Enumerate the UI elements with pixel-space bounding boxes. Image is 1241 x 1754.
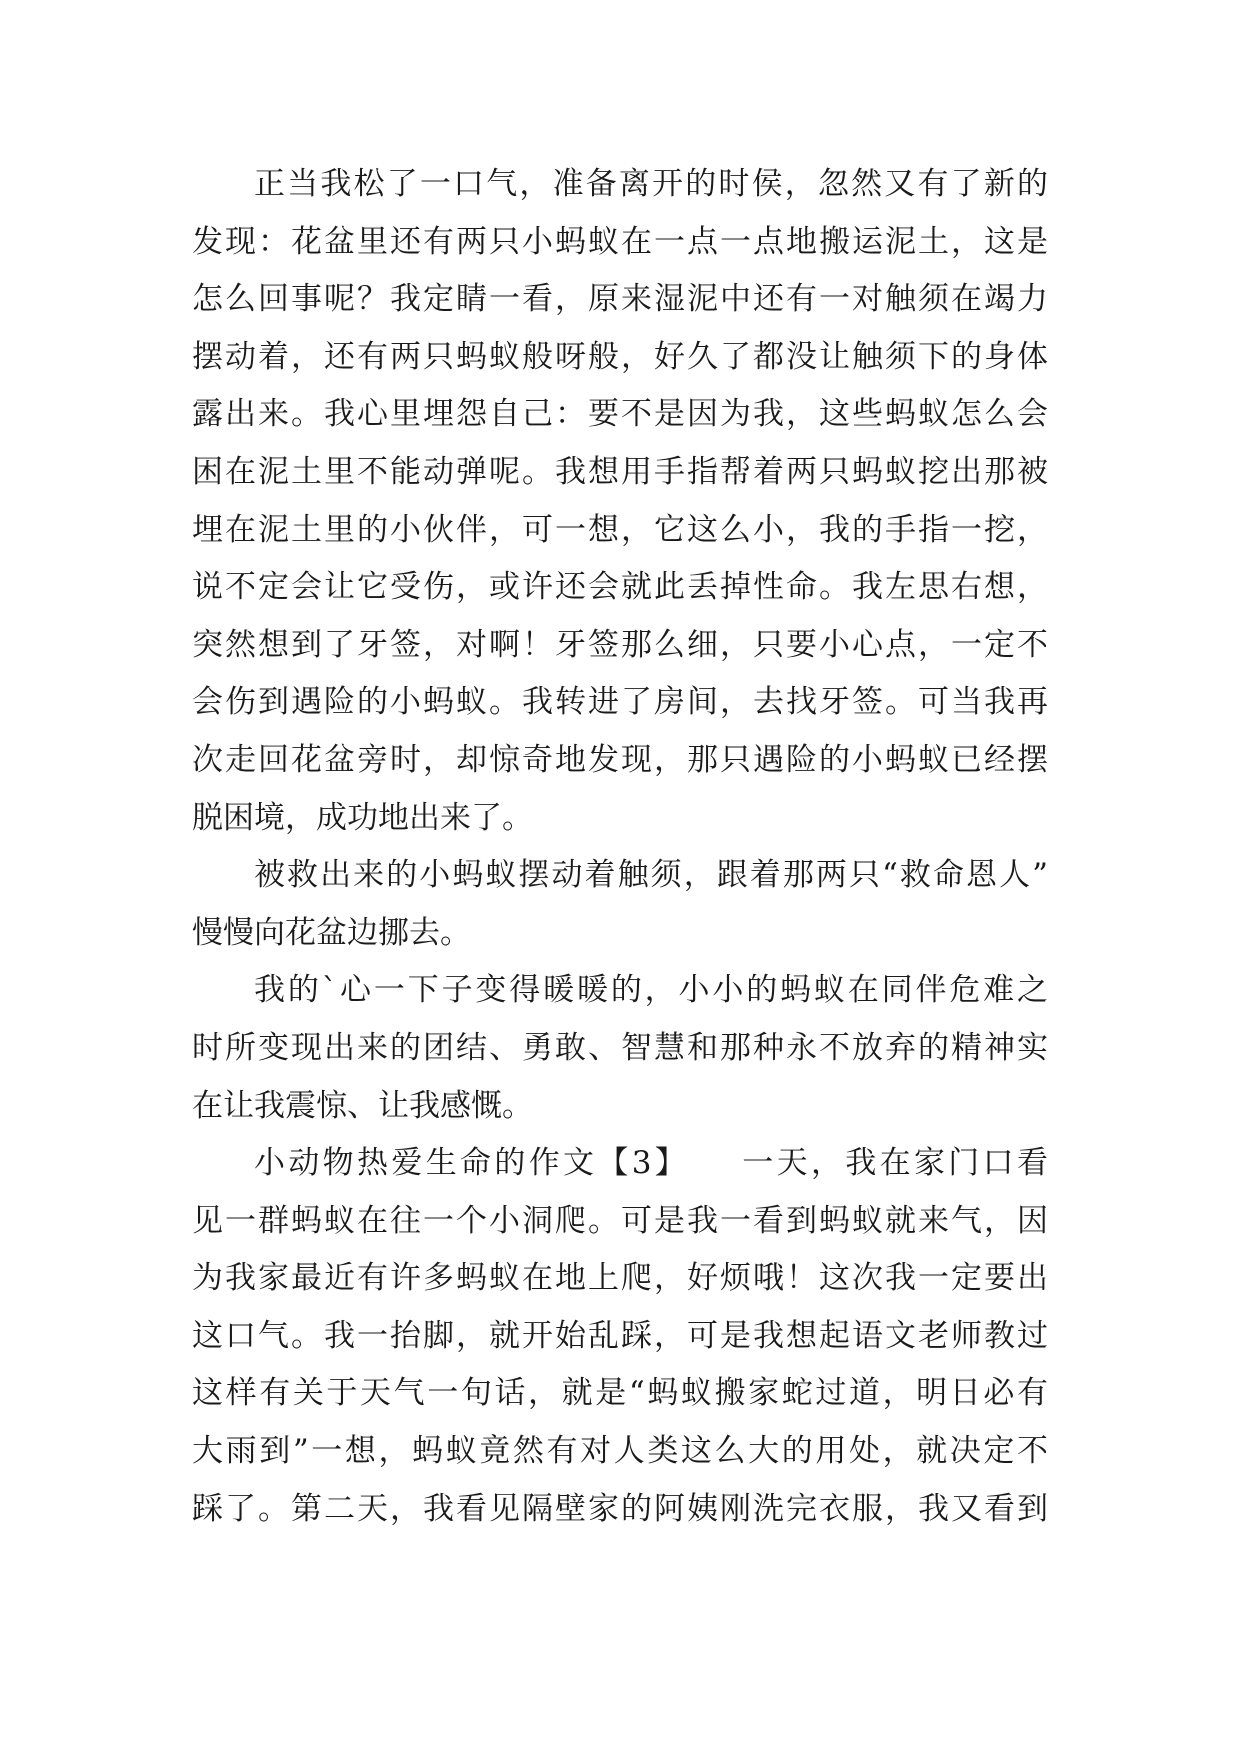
text-line: 露出来。我心里埋怨自己：要不是因为我，这些蚂蚁怎么会: [192, 396, 1048, 433]
text-line: 小动物热爱生命的作文【3】 一天，我在家门口看: [254, 1145, 1048, 1182]
text-line: 大雨到”一想，蚂蚁竟然有对人类这么大的用处，就决定不: [192, 1433, 1048, 1470]
text-line: 慢慢向花盆边挪去。: [192, 914, 471, 951]
text-line: 时所变现出来的团结、勇敢、智慧和那种永不放弃的精神实: [192, 1029, 1048, 1066]
text-line: 在让我震惊、让我感慨。: [192, 1087, 533, 1124]
text-line: 困在泥土里不能动弹呢。我想用手指帮着两只蚂蚁挖出那被: [192, 453, 1048, 490]
text-line: 次走回花盆旁时，却惊奇地发现，那只遇险的小蚂蚁已经摆: [192, 741, 1048, 778]
text-line: 这样有关于天气一句话，就是“蚂蚁搬家蛇过道，明日必有: [192, 1375, 1048, 1412]
text-line: 我的`心一下子变得暖暖的，小小的蚂蚁在同伴危难之: [254, 972, 1048, 1009]
text-line: 正当我松了一口气，准备离开的时侯，忽然又有了新的: [254, 166, 1048, 202]
text-line: 会伤到遇险的小蚂蚁。我转进了房间，去找牙签。可当我再: [192, 684, 1048, 721]
text-line: 踩了。第二天，我看见隔壁家的阿姨刚洗完衣服，我又看到: [192, 1490, 1048, 1527]
text-line: 摆动着，还有两只蚂蚁般呀般，好久了都没让触须下的身体: [192, 338, 1048, 375]
text-line: 突然想到了牙签，对啊！牙签那么细，只要小心点，一定不: [192, 626, 1048, 663]
document-body: [192, 156, 1048, 1538]
text-line: 说不定会让它受伤，或许还会就此丢掉性命。我左思右想，: [192, 569, 1048, 606]
text-line: 脱困境，成功地出来了。: [192, 799, 533, 836]
text-line: 这口气。我一抬脚，就开始乱踩，可是我想起语文老师教过: [192, 1317, 1048, 1354]
text-line: 被救出来的小蚂蚁摆动着触须，跟着那两只“救命恩人”: [254, 857, 1048, 894]
text-line: 见一群蚂蚁在往一个小洞爬。可是我一看到蚂蚁就来气，因: [192, 1202, 1048, 1239]
text-line: 埋在泥土里的小伙伴，可一想，它这么小，我的手指一挖，: [192, 511, 1048, 548]
text-line: 为我家最近有许多蚂蚁在地上爬，好烦哦！这次我一定要出: [192, 1260, 1048, 1297]
text-line: 怎么回事呢？我定睛一看，原来湿泥中还有一对触须在竭力: [192, 281, 1048, 318]
text-line: 发现：花盆里还有两只小蚂蚁在一点一点地搬运泥土，这是: [192, 223, 1048, 260]
